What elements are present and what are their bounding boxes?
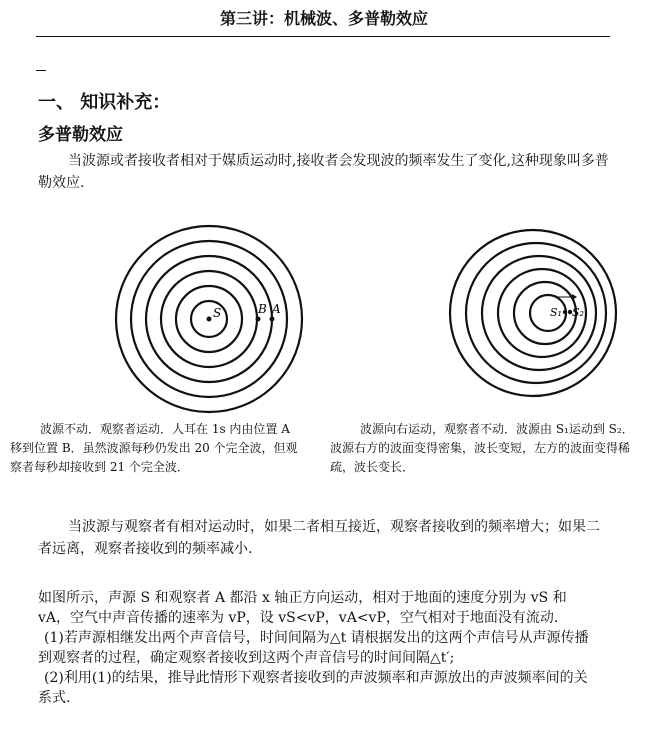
stationary-source-figure — [112, 222, 307, 417]
point-a-label: A — [272, 302, 281, 316]
point-a-dot — [270, 317, 275, 322]
problem-block — [38, 588, 598, 708]
source-s1-label: S₁ — [550, 306, 562, 319]
source-s1-dot — [563, 310, 567, 314]
page-title: 第三讲：机械波、多普勒效应 — [219, 9, 428, 28]
right-figure-caption: 波源向右运动，观察者不动．波源由 S₁运动到 S₂．波源右方的波面变得密集，波长变短，左方的波面变得稀疏，波长变长． — [330, 422, 634, 474]
separator-line — [36, 36, 610, 37]
motion-arrow-head — [572, 294, 577, 300]
moving-source-figure — [446, 226, 621, 401]
section-heading: 一、 知识补充： — [38, 92, 171, 113]
source-label: S — [213, 306, 222, 320]
problem-question-1: (1)若声源相继发出两个声音信号，时间间隔为△t 请根据发出的这两个声信号从声源传播到观察者的过程，确定观察者接收到这两个声音信号的时间间隔△t′; — [38, 630, 589, 666]
relative-motion-paragraph: 当波源与观察者有相对运动时，如果二者相互接近，观察者接收到的频率增大；如果二者远离，观察者接收到的频率减小. — [38, 519, 600, 557]
source-s2-label: S₂ — [572, 306, 584, 319]
sub-heading: 多普勒效应 — [38, 125, 123, 145]
intro-paragraph: 当波源或者接收者相对于媒质运动时,接收者会发现波的频率发生了变化,这种现象叫多普勒效应. — [38, 153, 609, 191]
shifted-circle-6 — [450, 230, 616, 396]
left-figure-caption: 波源不动．观察者运动．人耳在 1s 内由位置 A 移到位置 B．虽然波源每秒仍发出 20 个完全波，但观察者每秒却接收到 21 个完全波． — [10, 422, 298, 474]
shifted-wavefront-circles — [450, 230, 616, 396]
problem-question-2: (2)利用(1)的结果，推导此情形下观察者接收到的声波频率和声源放出的声波频率间的关系式. — [38, 670, 588, 706]
point-b-label: B — [258, 302, 267, 316]
separator-tail — [36, 70, 46, 71]
point-b-dot — [256, 317, 261, 322]
problem-statement: 如图所示，声源 S 和观察者 A 都沿 x 轴正方向运动，相对于地面的速度分别为 vS 和 vA，空气中声音传播的速率为 vP，设 vS<vP，vA<vP，空气相对于地面没有流动. — [38, 590, 567, 626]
source-dot — [207, 317, 212, 322]
